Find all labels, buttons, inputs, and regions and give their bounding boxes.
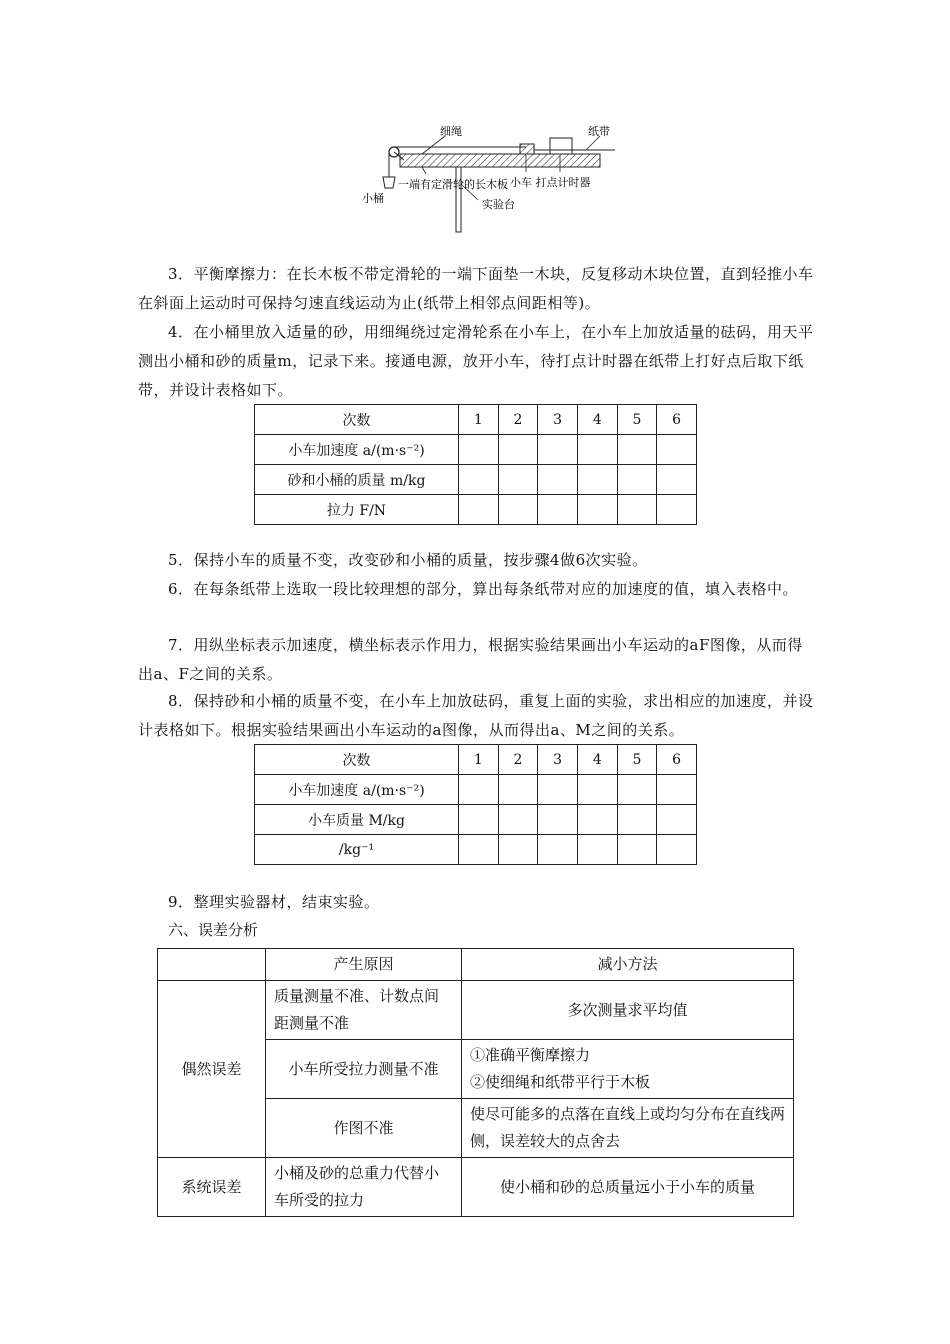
table-row xyxy=(255,465,697,495)
section-title: 六、误差分析 xyxy=(168,921,259,939)
method-cell: 多次测量求平均值 xyxy=(462,981,794,1040)
label-board: 一端有定滑轮的长木板 xyxy=(398,178,508,191)
col-header: 6 xyxy=(657,745,697,775)
row-label: 小车加速度 a/(m·s⁻²) xyxy=(255,435,459,465)
method-cell: 使尽可能多的点落在直线上或均匀分布在直线两侧，误差较大的点舍去 xyxy=(462,1099,794,1158)
table-header-row xyxy=(255,405,697,435)
table-mass xyxy=(254,744,697,865)
table-row xyxy=(255,495,697,525)
label-bucket: 小桶 xyxy=(362,192,384,205)
cause-cell: 质量测量不准、计数点间距测量不准 xyxy=(266,981,462,1040)
step-6: 6．在每条纸带上选取一段比较理想的部分，算出每条纸带对应的加速度的值，填入表格中。 xyxy=(168,580,799,598)
label-cart-timer: 小车 打点计时器 xyxy=(510,176,591,189)
table-row xyxy=(255,805,697,835)
cause-cell: 作图不准 xyxy=(266,1099,462,1158)
col-header: 5 xyxy=(617,405,657,435)
table-header-row xyxy=(255,745,697,775)
col-header: 2 xyxy=(498,405,538,435)
method-cell: 使小桶和砂的总质量远小于小车的质量 xyxy=(462,1158,794,1217)
step-4: 4．在小桶里放入适量的砂，用细绳绕过定滑轮系在小车上，在小车上加放适量的砝码，用天平测出小桶和砂的质量m，记录下来。接通电源，放开小车，待打点计时器在纸带上打好点后取下纸带，并设计表格如下。 xyxy=(138,323,814,399)
col-header: 3 xyxy=(538,745,578,775)
system-error-label: 系统误差 xyxy=(158,1158,266,1217)
table-row xyxy=(255,835,697,865)
row-label: 小车质量 M/kg xyxy=(255,805,459,835)
method-line: ②使细绳和纸带平行于木板 xyxy=(470,1073,651,1091)
col-header: 1 xyxy=(459,405,499,435)
label-bench: 实验台 xyxy=(482,198,515,211)
col-header: 4 xyxy=(577,745,617,775)
row-label: 砂和小桶的质量 m/kg xyxy=(255,465,459,495)
col-header: 2 xyxy=(498,745,538,775)
method-line: ①准确平衡摩擦力 xyxy=(470,1046,591,1064)
step-5: 5．保持小车的质量不变，改变砂和小桶的质量，按步骤4做6次实验。 xyxy=(168,551,648,569)
cause-cell: 小桶及砂的总重力代替小车所受的拉力 xyxy=(266,1158,462,1217)
error-analysis-table xyxy=(157,948,794,1217)
table-force xyxy=(254,404,697,525)
head-method: 减小方法 xyxy=(462,949,794,981)
header-cell: 次数 xyxy=(255,745,459,775)
table-row xyxy=(255,435,697,465)
head-cause: 产生原因 xyxy=(266,949,462,981)
step-7: 7．用纵坐标表示加速度，横坐标表示作用力，根据实验结果画出小车运动的aF图像，从而得出a、F之间的关系。 xyxy=(138,636,803,683)
header-cell: 次数 xyxy=(255,405,459,435)
random-error-label: 偶然误差 xyxy=(158,981,266,1158)
col-header: 4 xyxy=(577,405,617,435)
col-header: 6 xyxy=(657,405,697,435)
table-row xyxy=(255,775,697,805)
step-8: 8．保持砂和小桶的质量不变，在小车上加放砝码，重复上面的实验，求出相应的加速度，并设计表格如下。根据实验结果画出小车运动的a图像，从而得出a、M之间的关系。 xyxy=(138,692,814,739)
col-header: 3 xyxy=(538,405,578,435)
step-9: 9．整理实验器材，结束实验。 xyxy=(168,893,380,911)
method-cell xyxy=(462,1040,794,1099)
timer xyxy=(550,138,572,154)
cart xyxy=(520,144,534,154)
col-header: 5 xyxy=(617,745,657,775)
table-row xyxy=(158,981,794,1040)
label-rope: 细绳 xyxy=(440,125,462,138)
table-header-row xyxy=(158,949,794,981)
bucket xyxy=(383,177,395,188)
row-label: 小车加速度 a/(m·s⁻²) xyxy=(255,775,459,805)
row-label: /kg⁻¹ xyxy=(255,835,459,865)
step-3: 3．平衡摩擦力：在长木板不带定滑轮的一端下面垫一木块，反复移动木块位置，直到轻推小车在斜面上运动时可保持匀速直线运动为止(纸带上相邻点间距相等)。 xyxy=(138,265,814,312)
apparatus-diagram xyxy=(360,122,620,234)
long-board xyxy=(400,154,600,167)
cause-cell: 小车所受拉力测量不准 xyxy=(266,1040,462,1099)
col-header: 1 xyxy=(459,745,499,775)
label-tape: 纸带 xyxy=(588,125,610,138)
row-label: 拉力 F/N xyxy=(255,495,459,525)
bench-post xyxy=(456,167,461,232)
table-row xyxy=(158,1158,794,1217)
